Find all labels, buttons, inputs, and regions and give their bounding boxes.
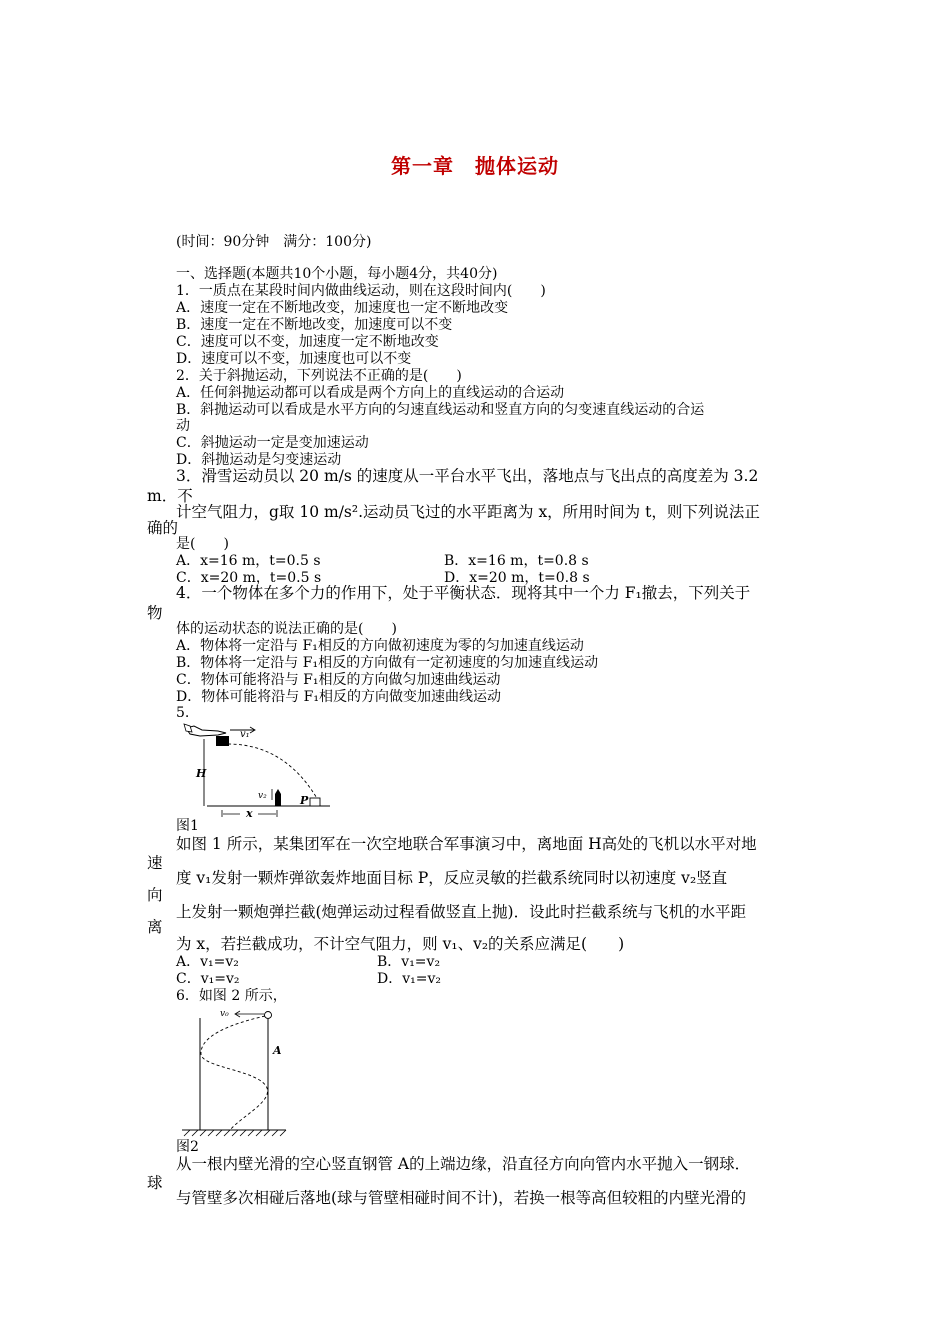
q4-line1: 4．一个物体在多个力的作用下，处于平衡状态．现将其中一个力 F₁撤去，下列关于 xyxy=(176,584,751,602)
q3-option-a: A．x=16 m，t=0.5 s xyxy=(176,553,321,569)
q4-line3: 体的运动状态的说法正确的是( ) xyxy=(176,621,397,637)
airplane-icon xyxy=(184,724,226,736)
q3-option-c: C．x=20 m，t=0.5 s xyxy=(176,570,322,586)
q4-option-b: B．物体将一定沿与 F₁相反的方向做有一定初速度的匀加速直线运动 xyxy=(176,655,599,671)
q5-option-c: C．v₁=v₂ xyxy=(176,971,240,987)
section-heading: 一、选择题(本题共10个小题，每小题4分，共40分) xyxy=(176,266,498,282)
q5-option-d: D．v₁=v₂ xyxy=(377,971,441,987)
q4-option-d: D．物体可能将沿与 F₁相反的方向做变加速曲线运动 xyxy=(176,689,501,705)
q4-line2: 物 xyxy=(147,604,163,622)
q6-margin1: 球 xyxy=(147,1174,163,1192)
q5-margin2: 向 xyxy=(147,886,163,904)
bomb-icon xyxy=(216,736,229,746)
chapter-title: 第一章 抛体运动 xyxy=(391,154,559,178)
q1-option-d: D．速度可以不变，加速度也可以不变 xyxy=(176,351,412,367)
fig2-v0-label: v₀ xyxy=(220,1009,229,1019)
q5-number: 5. xyxy=(176,705,190,721)
interceptor-icon xyxy=(275,789,281,806)
q5-option-a: A．v₁=v₂ xyxy=(176,954,239,970)
figure-1-caption: 图1 xyxy=(176,818,199,834)
q3-line5: 是( ) xyxy=(176,536,229,552)
figure-1 xyxy=(180,722,330,818)
q3-option-b: B．x=16 m，t=0.8 s xyxy=(444,553,589,569)
figure-2 xyxy=(180,1006,290,1138)
q5-line2: 度 v₁发射一颗炸弹欲轰炸地面目标 P，反应灵敏的拦截系统同时以初速度 v₂竖直 xyxy=(176,869,728,887)
target-icon xyxy=(310,798,320,806)
q6-line1: 从一根内壁光滑的空心竖直钢管 A的上端边缘，沿直径方向向管内水平抛入一钢球． xyxy=(176,1155,751,1173)
figure-2-caption: 图2 xyxy=(176,1139,199,1155)
q3-line1: 3．滑雪运动员以 20 m/s 的速度从一平台水平飞出，落地点与飞出点的高度差为 3.2 xyxy=(176,467,759,485)
q5-line1: 如图 1 所示，某集团军在一次空地联合军事演习中，离地面 H高处的飞机以水平对地 xyxy=(176,835,757,853)
q5-line3: 上发射一颗炮弹拦截(炮弹运动过程看做竖直上抛)．设此时拦截系统与飞机的水平距 xyxy=(176,903,747,921)
q2-option-a: A．任何斜抛运动都可以看成是两个方向上的直线运动的合运动 xyxy=(176,385,565,401)
q2-option-b-cont: 动 xyxy=(176,418,190,434)
q3-line2: m．不 xyxy=(147,487,193,505)
q6-line2: 与管壁多次相碰后落地(球与管壁相碰时间不计)，若换一根等高但较粗的内壁光滑的 xyxy=(176,1189,747,1207)
fig1-p-label: P xyxy=(300,794,309,807)
q4-option-c: C．物体可能将沿与 F₁相反的方向做匀加速曲线运动 xyxy=(176,672,501,688)
q3-line4: 确的 xyxy=(147,519,179,537)
q1-stem: 1．一质点在某段时间内做曲线运动，则在这段时间内( ) xyxy=(176,283,546,299)
fig2-a-label: A xyxy=(273,1044,282,1057)
q4-option-a: A．物体将一定沿与 F₁相反的方向做初速度为零的匀加速直线运动 xyxy=(176,638,584,654)
q1-option-a: A．速度一定在不断地改变，加速度也一定不断地改变 xyxy=(176,300,509,316)
fig1-v1-label: v₁ xyxy=(240,729,250,740)
q2-option-b: B．斜抛运动可以看成是水平方向的匀速直线运动和竖直方向的匀变速直线运动的合运 xyxy=(176,402,705,418)
fig1-h-label: H xyxy=(196,767,207,780)
q6-stem: 6．如图 2 所示， xyxy=(176,988,287,1004)
fig1-trajectory xyxy=(228,744,318,800)
q5-margin3: 离 xyxy=(147,918,163,936)
fig2-trajectory xyxy=(201,1016,268,1130)
q1-option-b: B．速度一定在不断地改变，加速度可以不变 xyxy=(176,317,453,333)
q5-line4: 为 x，若拦截成功，不计空气阻力，则 v₁、v₂的关系应满足( ) xyxy=(176,935,625,953)
q5-option-b: B．v₁=v₂ xyxy=(377,954,441,970)
q1-option-c: C．速度可以不变，加速度一定不断地改变 xyxy=(176,334,439,350)
fig1-v2-label: v₂ xyxy=(258,791,267,801)
q3-line3: 计空气阻力，g取 10 m/s².运动员飞过的水平距离为 x，所用时间为 t，则下列说法正 xyxy=(176,503,760,521)
exam-info: (时间：90分钟 满分：100分) xyxy=(176,234,372,250)
q2-option-d: D．斜抛运动是匀变速运动 xyxy=(176,452,342,468)
q3-option-d: D．x=20 m，t=0.8 s xyxy=(444,570,590,586)
ball-icon xyxy=(265,1012,272,1019)
q2-stem: 2．关于斜抛运动，下列说法不正确的是( ) xyxy=(176,368,462,384)
fig1-x-label: x xyxy=(246,807,253,818)
q2-option-c: C．斜抛运动一定是变加速运动 xyxy=(176,435,369,451)
q5-margin1: 速 xyxy=(147,854,163,872)
